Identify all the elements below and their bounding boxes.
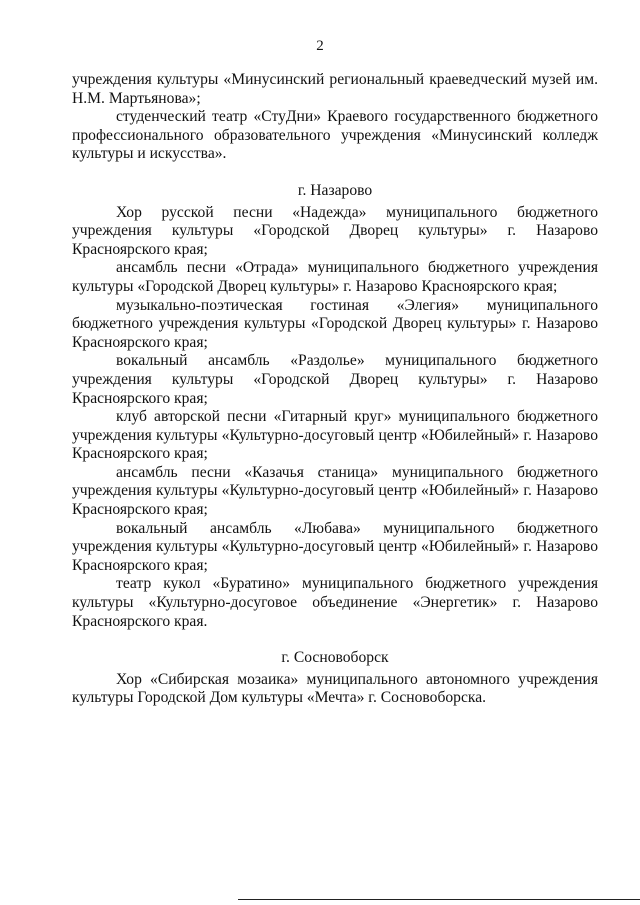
- document-body: [72, 71, 598, 708]
- section-heading-sosnovoborsk: г. Сосновоборск: [281, 649, 389, 667]
- spacer: [72, 164, 598, 182]
- page-number: 2: [316, 38, 324, 54]
- list-item: Хор русской песни «Надежда» муниципального бюджетного учреждения культуры «Городской Дворец культуры» г. Назарово Красноярского края;: [72, 203, 598, 258]
- intro-paragraph: студенческий театр «СтуДни» Краевого государственного бюджетного профессионального образовательного учреждения «Минусинский колледж культуры и искусства».: [72, 108, 598, 163]
- list-item: ансамбль песни «Казачья станица» муниципального бюджетного учреждения культуры «Культурно-досуговый центр «Юбилейный» г. Назарово Красноярского края;: [72, 463, 598, 519]
- section-heading-nazarovo: г. Назарово: [297, 181, 373, 199]
- spacer: [72, 631, 598, 649]
- list-item: вокальный ансамбль «Любава» муниципального бюджетного учреждения культуры «Культурно-досуговый центр «Юбилейный» г. Назарово Красноярского края;: [72, 519, 598, 574]
- list-item: клуб авторской песни «Гитарный круг» муниципального бюджетного учреждения культуры «Культурно-досуговый центр «Юбилейный» г. Назарово Красноярского края;: [72, 408, 598, 463]
- list-item: театр кукол «Буратино» муниципального бюджетного учреждения культуры «Культурно-досуговое объединение «Энергетик» г. Назарово Красноярского края.: [72, 575, 598, 630]
- intro-paragraph: учреждения культуры «Минусинский региональный краеведческий музей им. Н.М. Мартьянова»;: [72, 71, 598, 107]
- list-item: музыкально-поэтическая гостиная «Элегия» муниципального бюджетного учреждения культуры «Городской Дворец культуры» г. Назарово Красноярского края;: [72, 296, 598, 351]
- list-item: вокальный ансамбль «Раздолье» муниципального бюджетного учреждения культуры «Городской Дворец культуры» г. Назарово Красноярского края;: [72, 352, 598, 407]
- footer-rule: [238, 899, 640, 900]
- list-item: Хор «Сибирская мозаика» муниципального автономного учреждения культуры Городской Дом культуры «Мечта» г. Сосновоборска.: [72, 670, 598, 707]
- list-item: ансамбль песни «Отрада» муниципального бюджетного учреждения культуры «Городской Дворец культуры» г. Назарово Красноярского края;: [72, 259, 598, 295]
